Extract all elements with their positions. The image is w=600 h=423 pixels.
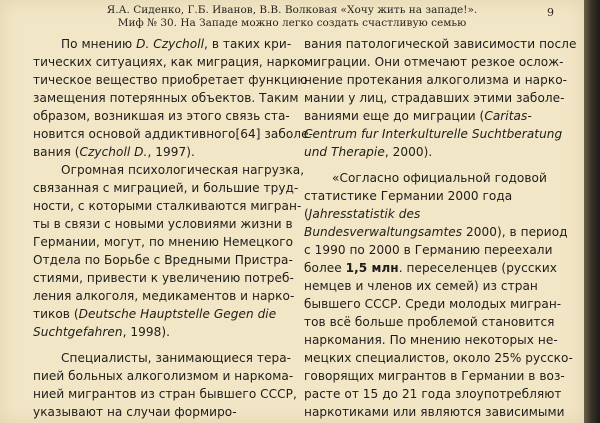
text-line: говорящих мигрантов в Германии в воз- bbox=[304, 369, 565, 383]
paragraph bbox=[304, 35, 577, 161]
text-line: По мнению D. Czycholl, в таких кри- bbox=[61, 37, 292, 51]
text-line: стиями, привести к увеличению потреб- bbox=[33, 271, 294, 285]
paragraph bbox=[304, 169, 573, 421]
page-edge-shadow bbox=[584, 0, 600, 423]
text-line: расте от 15 до 21 года злоупотребляют bbox=[304, 387, 562, 401]
text-line: миграции. Они отмечают резкое ослож- bbox=[304, 55, 564, 69]
text-line: тическое вещество приобретает функцию bbox=[33, 73, 308, 87]
text-line: Германии, могут, по мнению Немецкого bbox=[33, 235, 294, 249]
text-line: нение протекания алкоголизма и нарко- bbox=[304, 73, 568, 87]
paragraph bbox=[33, 35, 313, 161]
text-line: статистике Германии 2000 года bbox=[304, 189, 513, 203]
text-line: более 1,5 млн. переселенцев (русских bbox=[304, 261, 558, 275]
text-line: Специалисты, занимающиеся тера- bbox=[61, 351, 292, 365]
header-authors-title: Я.А. Сиденко, Г.Б. Иванов, В.В. Волковая «Хочу жить на западе!». bbox=[106, 4, 478, 16]
paragraph bbox=[33, 349, 298, 421]
text-line: мецких специалистов, около 25% русско- bbox=[304, 351, 573, 365]
text-line: ности, с которыми сталкиваются мигран- bbox=[33, 199, 302, 213]
text-line: пией больных алкоголизмом и наркома- bbox=[33, 369, 294, 383]
text-line: указывают на случаи формиро- bbox=[33, 405, 237, 419]
text-line: вания патологической зависимости после bbox=[304, 37, 577, 51]
text-line: связанная с миграцией, и большие труд- bbox=[33, 181, 299, 195]
text-line: Suchtgefahren, 1998). bbox=[33, 325, 171, 339]
page-number: 9 bbox=[547, 6, 554, 19]
text-line: тиков (Deutsche Hauptstelle Gegen die bbox=[33, 307, 277, 321]
text-line: мании у лиц, страдавших этими заболе- bbox=[304, 91, 565, 105]
text-line: Отдела по Борьбе с Вредными Пристра- bbox=[33, 253, 293, 267]
text-line: Огромная психологическая нагрузка, bbox=[61, 163, 305, 177]
text-line: Bundesverwaltungsamtes 2000), в период bbox=[304, 225, 568, 239]
text-line: немцев и членов их семей) из стран bbox=[304, 279, 538, 293]
text-line: замещения потерянных объектов. Таким bbox=[33, 91, 299, 105]
text-line: тов всё больше проблемой становится bbox=[304, 315, 555, 329]
text-line: ты в связи с новыми условиями жизни в bbox=[33, 217, 293, 231]
text-line: тических ситуациях, как миграция, нарко- bbox=[33, 55, 310, 69]
text-line: бывшего СССР. Среди молодых мигран- bbox=[304, 297, 562, 311]
text-line: ваниями еще до миграции (Caritas- bbox=[304, 109, 532, 123]
text-line: «Согласно официальной годовой bbox=[332, 171, 547, 185]
left-column bbox=[33, 35, 313, 421]
text-line: новится основой аддиктивного[64] заболе- bbox=[33, 127, 313, 141]
text-line: образом, возникшая из этого связь ста- bbox=[33, 109, 290, 123]
right-column bbox=[304, 35, 577, 421]
text-line: наркомания. По мнению некоторых не- bbox=[304, 333, 558, 347]
text-line: Centrum fur Interkulturelle Suchtberatung bbox=[304, 127, 563, 141]
header-chapter: Миф № 30. На Западе можно легко создать счастливую семью bbox=[117, 17, 467, 29]
text-line: вания (Czycholl D., 1997). bbox=[33, 145, 195, 159]
text-line: наркотиками или являются зависимыми bbox=[304, 405, 565, 419]
text-line: нией мигрантов из стран бывшего СССР, bbox=[33, 387, 297, 401]
text-line: ления алкоголя, медикаментов и нарко- bbox=[33, 289, 295, 303]
text-line: с 1990 по 2000 в Германию переехали bbox=[304, 243, 553, 257]
text-line: und Therapie, 2000). bbox=[304, 145, 433, 159]
paragraph bbox=[33, 161, 305, 341]
text-line: (Jahresstatistik des bbox=[304, 207, 421, 221]
running-header bbox=[0, 4, 584, 30]
